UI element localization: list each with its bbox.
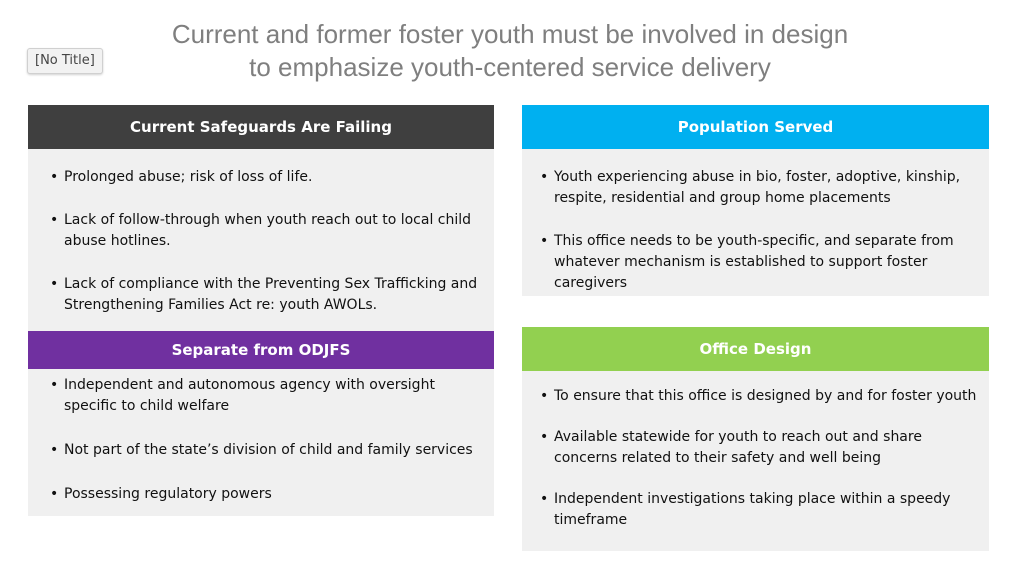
slide-title-line-1: Current and former foster youth must be involved in design: [171, 19, 849, 49]
office-design-bullet-list: [532, 386, 979, 531]
odjfs-bullet: • Possessing regulatory powers: [42, 484, 484, 505]
office-design-body: [522, 371, 989, 551]
office-design-bullet: • To ensure that this office is designed by and for foster youth: [532, 386, 979, 407]
odjfs-body: [28, 369, 494, 516]
odjfs-header: Separate from ODJFS: [28, 331, 494, 369]
safeguards-header: Current Safeguards Are Failing: [28, 105, 494, 149]
population-body: [522, 149, 989, 296]
safeguards-bullet: • Lack of follow-through when youth reach out to local child abuse hotlines.: [42, 210, 484, 252]
odjfs-bullet-list: [42, 375, 484, 505]
slide-title: [120, 18, 900, 84]
safeguards-bullet-list: [42, 167, 484, 316]
population-header: Population Served: [522, 105, 989, 149]
no-title-placeholder[interactable]: [No Title]: [27, 48, 103, 74]
office-design-bullet: • Available statewide for youth to reach out and share concerns related to their safety and well being: [532, 427, 979, 469]
office-design-bullet: • Independent investigations taking place within a speedy timeframe: [532, 489, 979, 531]
population-bullet-list: [532, 167, 979, 294]
population-bullet: • This office needs to be youth-specific, and separate from whatever mechanism is established to support foster caregivers: [532, 231, 979, 294]
safeguards-bullet: • Lack of compliance with the Preventing Sex Trafficking and Strengthening Families Act re: youth AWOLs.: [42, 274, 484, 316]
odjfs-bullet: • Not part of the state’s division of child and family services: [42, 440, 484, 461]
safeguards-body: [28, 149, 494, 331]
slide-title-line-2: to emphasize youth-centered service delivery: [249, 52, 771, 82]
population-bullet: • Youth experiencing abuse in bio, foster, adoptive, kinship, respite, residential and group home placements: [532, 167, 979, 209]
odjfs-bullet: • Independent and autonomous agency with oversight specific to child welfare: [42, 375, 484, 417]
safeguards-bullet: • Prolonged abuse; risk of loss of life.: [42, 167, 484, 188]
office-design-header: Office Design: [522, 327, 989, 371]
